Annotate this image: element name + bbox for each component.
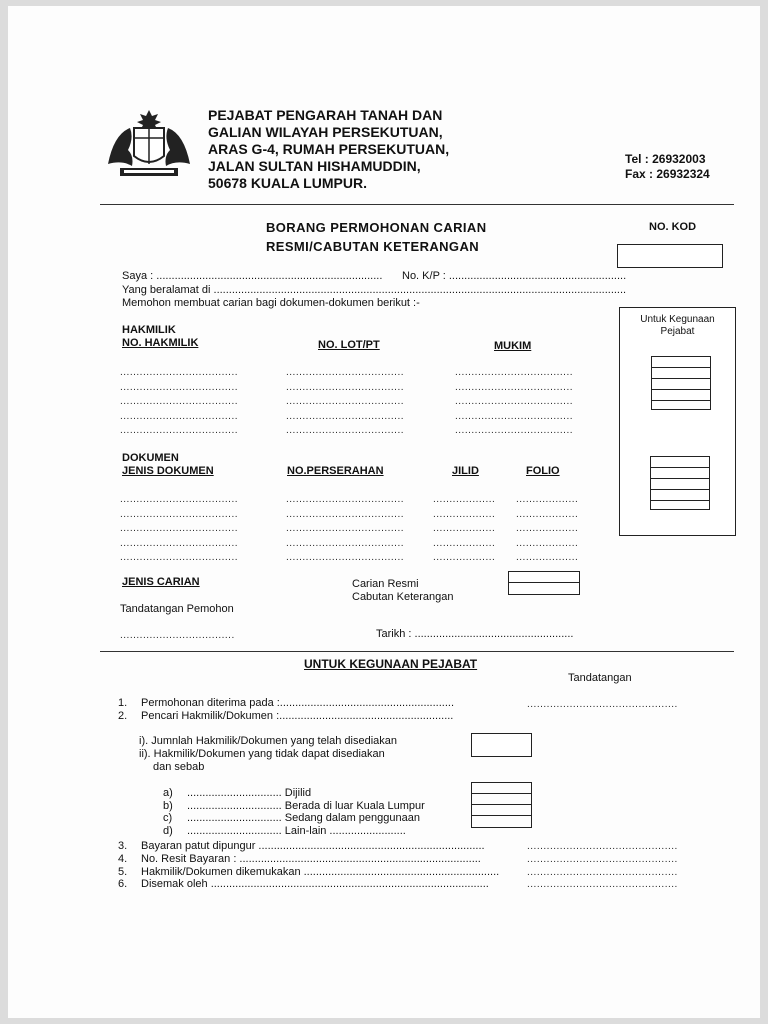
col-no-hakmilik: NO. HAKMILIK	[122, 337, 199, 349]
disemak-field[interactable]: Disemak oleh ...........................................................................................	[141, 878, 489, 891]
tandatangan-pemohon-label: Tandatangan Pemohon	[120, 603, 234, 615]
office-address	[208, 107, 449, 192]
fill-line[interactable]: ....................................	[120, 508, 239, 520]
fill-line[interactable]: ...................	[516, 494, 579, 505]
dokumen-col3[interactable]	[433, 493, 495, 566]
signature-line[interactable]: ...................................	[120, 630, 235, 641]
address-line: ARAS G-4, RUMAH PERSEKUTUAN,	[208, 141, 450, 157]
signature-dots[interactable]: ..............................................	[527, 841, 678, 852]
fill-line[interactable]: ....................................	[120, 410, 239, 422]
fill-line[interactable]: ...................	[433, 494, 496, 505]
jumlah-box[interactable]	[471, 733, 532, 757]
reason-letter: d)	[163, 824, 173, 837]
fill-line[interactable]: ....................................	[455, 367, 574, 378]
fill-line[interactable]: ....................................	[286, 494, 405, 505]
col-jilid: JILID	[452, 465, 479, 477]
item-number: 1.	[118, 697, 128, 709]
fill-line[interactable]: ....................................	[455, 425, 574, 436]
sub-item-ii: ii). Hakmilik/Dokumen yang tidak dapat disediakan	[139, 748, 385, 760]
alamat-field[interactable]: Yang beralamat di .......................................................................................................................................	[122, 284, 627, 296]
fill-line[interactable]: ....................................	[120, 552, 239, 563]
fill-line[interactable]: ...................	[433, 537, 496, 549]
cabutan-keterangan-label: Cabutan Keterangan	[352, 591, 454, 603]
form-page	[8, 6, 760, 1018]
fill-line[interactable]: ...................	[433, 552, 496, 563]
fill-line[interactable]: ...................	[433, 523, 496, 534]
tandatangan-label: Tandatangan	[568, 672, 632, 684]
dokumen-col4[interactable]	[516, 493, 578, 566]
fill-line[interactable]: ...................	[516, 508, 579, 520]
item-number: 3.	[118, 840, 128, 852]
fill-line[interactable]: ....................................	[120, 523, 239, 534]
reason-letter: b)	[163, 799, 173, 812]
reason-texts	[187, 787, 425, 837]
dokumen-heading: DOKUMEN	[122, 452, 179, 464]
fill-line[interactable]: ....................................	[286, 367, 405, 378]
address-line: 50678 KUALA LUMPUR.	[208, 175, 367, 191]
col-jenis-dokumen: JENIS DOKUMEN	[122, 465, 214, 477]
item-number: 2.	[118, 710, 128, 722]
fill-line[interactable]: ....................................	[286, 425, 405, 436]
col-no-lot: NO. LOT/PT	[318, 339, 380, 351]
fill-line[interactable]: ....................................	[120, 425, 239, 436]
reason-grid[interactable]	[471, 782, 532, 828]
signature-dots-column[interactable]	[527, 841, 678, 892]
address-line: JALAN SULTAN HISHAMUDDIN,	[208, 158, 421, 174]
address-line: GALIAN WILAYAH PERSEKUTUAN,	[208, 124, 443, 140]
fill-line[interactable]: ....................................	[120, 367, 239, 378]
fill-line[interactable]: ....................................	[120, 381, 239, 393]
carian-resmi-label: Carian Resmi	[352, 578, 419, 590]
signature-dots[interactable]: ..............................................	[527, 879, 678, 891]
office-items	[141, 840, 499, 891]
office-use-panel	[619, 307, 736, 536]
fill-line[interactable]: ....................................	[286, 396, 405, 407]
hakmilik-col3[interactable]	[455, 366, 573, 439]
form-subtitle: RESMI/CABUTAN KETERANGAN	[266, 239, 480, 254]
no-kp-field[interactable]: No. K/P : ..........................................................	[402, 270, 627, 282]
telephone: Tel : 26932003	[625, 152, 706, 166]
fill-line[interactable]: ....................................	[286, 508, 405, 520]
fill-line[interactable]: ....................................	[455, 410, 574, 422]
fill-line[interactable]: ...................	[433, 508, 496, 520]
hakmilik-col2[interactable]	[286, 366, 404, 439]
fill-line[interactable]: ....................................	[120, 537, 239, 549]
fill-line[interactable]: ....................................	[286, 552, 405, 563]
item-numbers	[118, 840, 127, 891]
hakmilik-heading: HAKMILIK	[122, 324, 176, 336]
reason-lain-lain[interactable]: ............................... Lain-lain .........................	[187, 824, 406, 837]
sub-item-i: i). Jumnlah Hakmilik/Dokumen yang telah disediakan	[139, 735, 398, 747]
reason-letters	[163, 787, 173, 837]
fill-line[interactable]: ....................................	[455, 381, 574, 393]
divider	[100, 651, 734, 652]
jenis-carian-label: JENIS CARIAN	[122, 576, 200, 588]
signature-dots[interactable]: ..............................................	[527, 866, 678, 878]
fill-line[interactable]: ....................................	[286, 381, 405, 393]
hakmilik-col1[interactable]	[120, 366, 238, 439]
divider	[100, 204, 734, 205]
address-line: PEJABAT PENGARAH TANAH DAN	[208, 107, 443, 123]
fill-line[interactable]: ...................	[516, 523, 579, 534]
saya-field[interactable]: Saya : ..........................................................................	[122, 270, 383, 282]
reason-dijilid[interactable]: ............................... Dijilid	[187, 787, 312, 799]
office-use-label: Untuk Kegunaan Pejabat	[640, 314, 715, 337]
dikemukakan-field[interactable]: Hakmilik/Dokumen dikemukakan ................................................................	[141, 865, 500, 878]
item-number: 5.	[118, 865, 128, 878]
fill-line[interactable]: ....................................	[286, 410, 405, 422]
reason-letter: a)	[163, 787, 173, 799]
sub-item-ii-cont: dan sebab	[153, 761, 205, 773]
memohon-text: Memohon membuat carian bagi dokumen-dokumen berikut :-	[122, 297, 420, 309]
bayaran-field[interactable]: Bayaran patut dipungur ..........................................................................	[141, 840, 485, 852]
jenis-carian-box[interactable]	[508, 571, 580, 595]
item-number: 6.	[118, 878, 128, 891]
fill-line[interactable]: ...................	[516, 537, 579, 549]
signature-dots[interactable]: ..............................................	[527, 699, 678, 710]
coat-of-arms-icon	[104, 106, 194, 182]
no-kod-label: NO. KOD	[649, 221, 697, 233]
pencari-hakmilik-field[interactable]: Pencari Hakmilik/Dokumen :.........................................................	[141, 710, 454, 722]
col-folio: FOLIO	[526, 465, 560, 477]
office-use-heading: UNTUK KEGUNAAN PEJABAT	[304, 657, 478, 671]
fax: Fax : 26932324	[625, 167, 710, 181]
form-title: BORANG PERMOHONAN CARIAN	[266, 220, 487, 235]
col-no-perserahan: NO.PERSERAHAN	[287, 465, 384, 477]
office-use-grid[interactable]	[650, 456, 710, 510]
fill-line[interactable]: ....................................	[286, 537, 405, 549]
fill-line[interactable]: ....................................	[120, 494, 239, 505]
col-mukim: MUKIM	[494, 340, 532, 352]
office-use-grid[interactable]	[651, 356, 711, 410]
reason-luar-kl[interactable]: ............................... Berada di luar Kuala Lumpur	[187, 799, 425, 812]
item-number: 4.	[118, 852, 128, 865]
signature-dots[interactable]: ..............................................	[527, 853, 678, 865]
fill-line[interactable]: ....................................	[120, 396, 239, 407]
no-kod-box[interactable]	[617, 244, 723, 268]
dokumen-col1[interactable]	[120, 493, 238, 566]
reason-penggunaan[interactable]: ............................... Sedang dalam penggunaan	[187, 812, 420, 824]
resit-field[interactable]: No. Resit Bayaran : ...............................................................................	[141, 852, 481, 865]
fill-line[interactable]: ...................	[516, 552, 579, 563]
fill-line[interactable]: ....................................	[286, 523, 405, 534]
reason-letter: c)	[163, 812, 173, 824]
fill-line[interactable]: ....................................	[455, 396, 574, 407]
tarikh-field[interactable]: Tarikh : ....................................................	[376, 628, 574, 640]
permohonan-diterima-field[interactable]: Permohonan diterima pada :.........................................................	[141, 697, 455, 709]
dokumen-col2[interactable]	[286, 493, 404, 566]
